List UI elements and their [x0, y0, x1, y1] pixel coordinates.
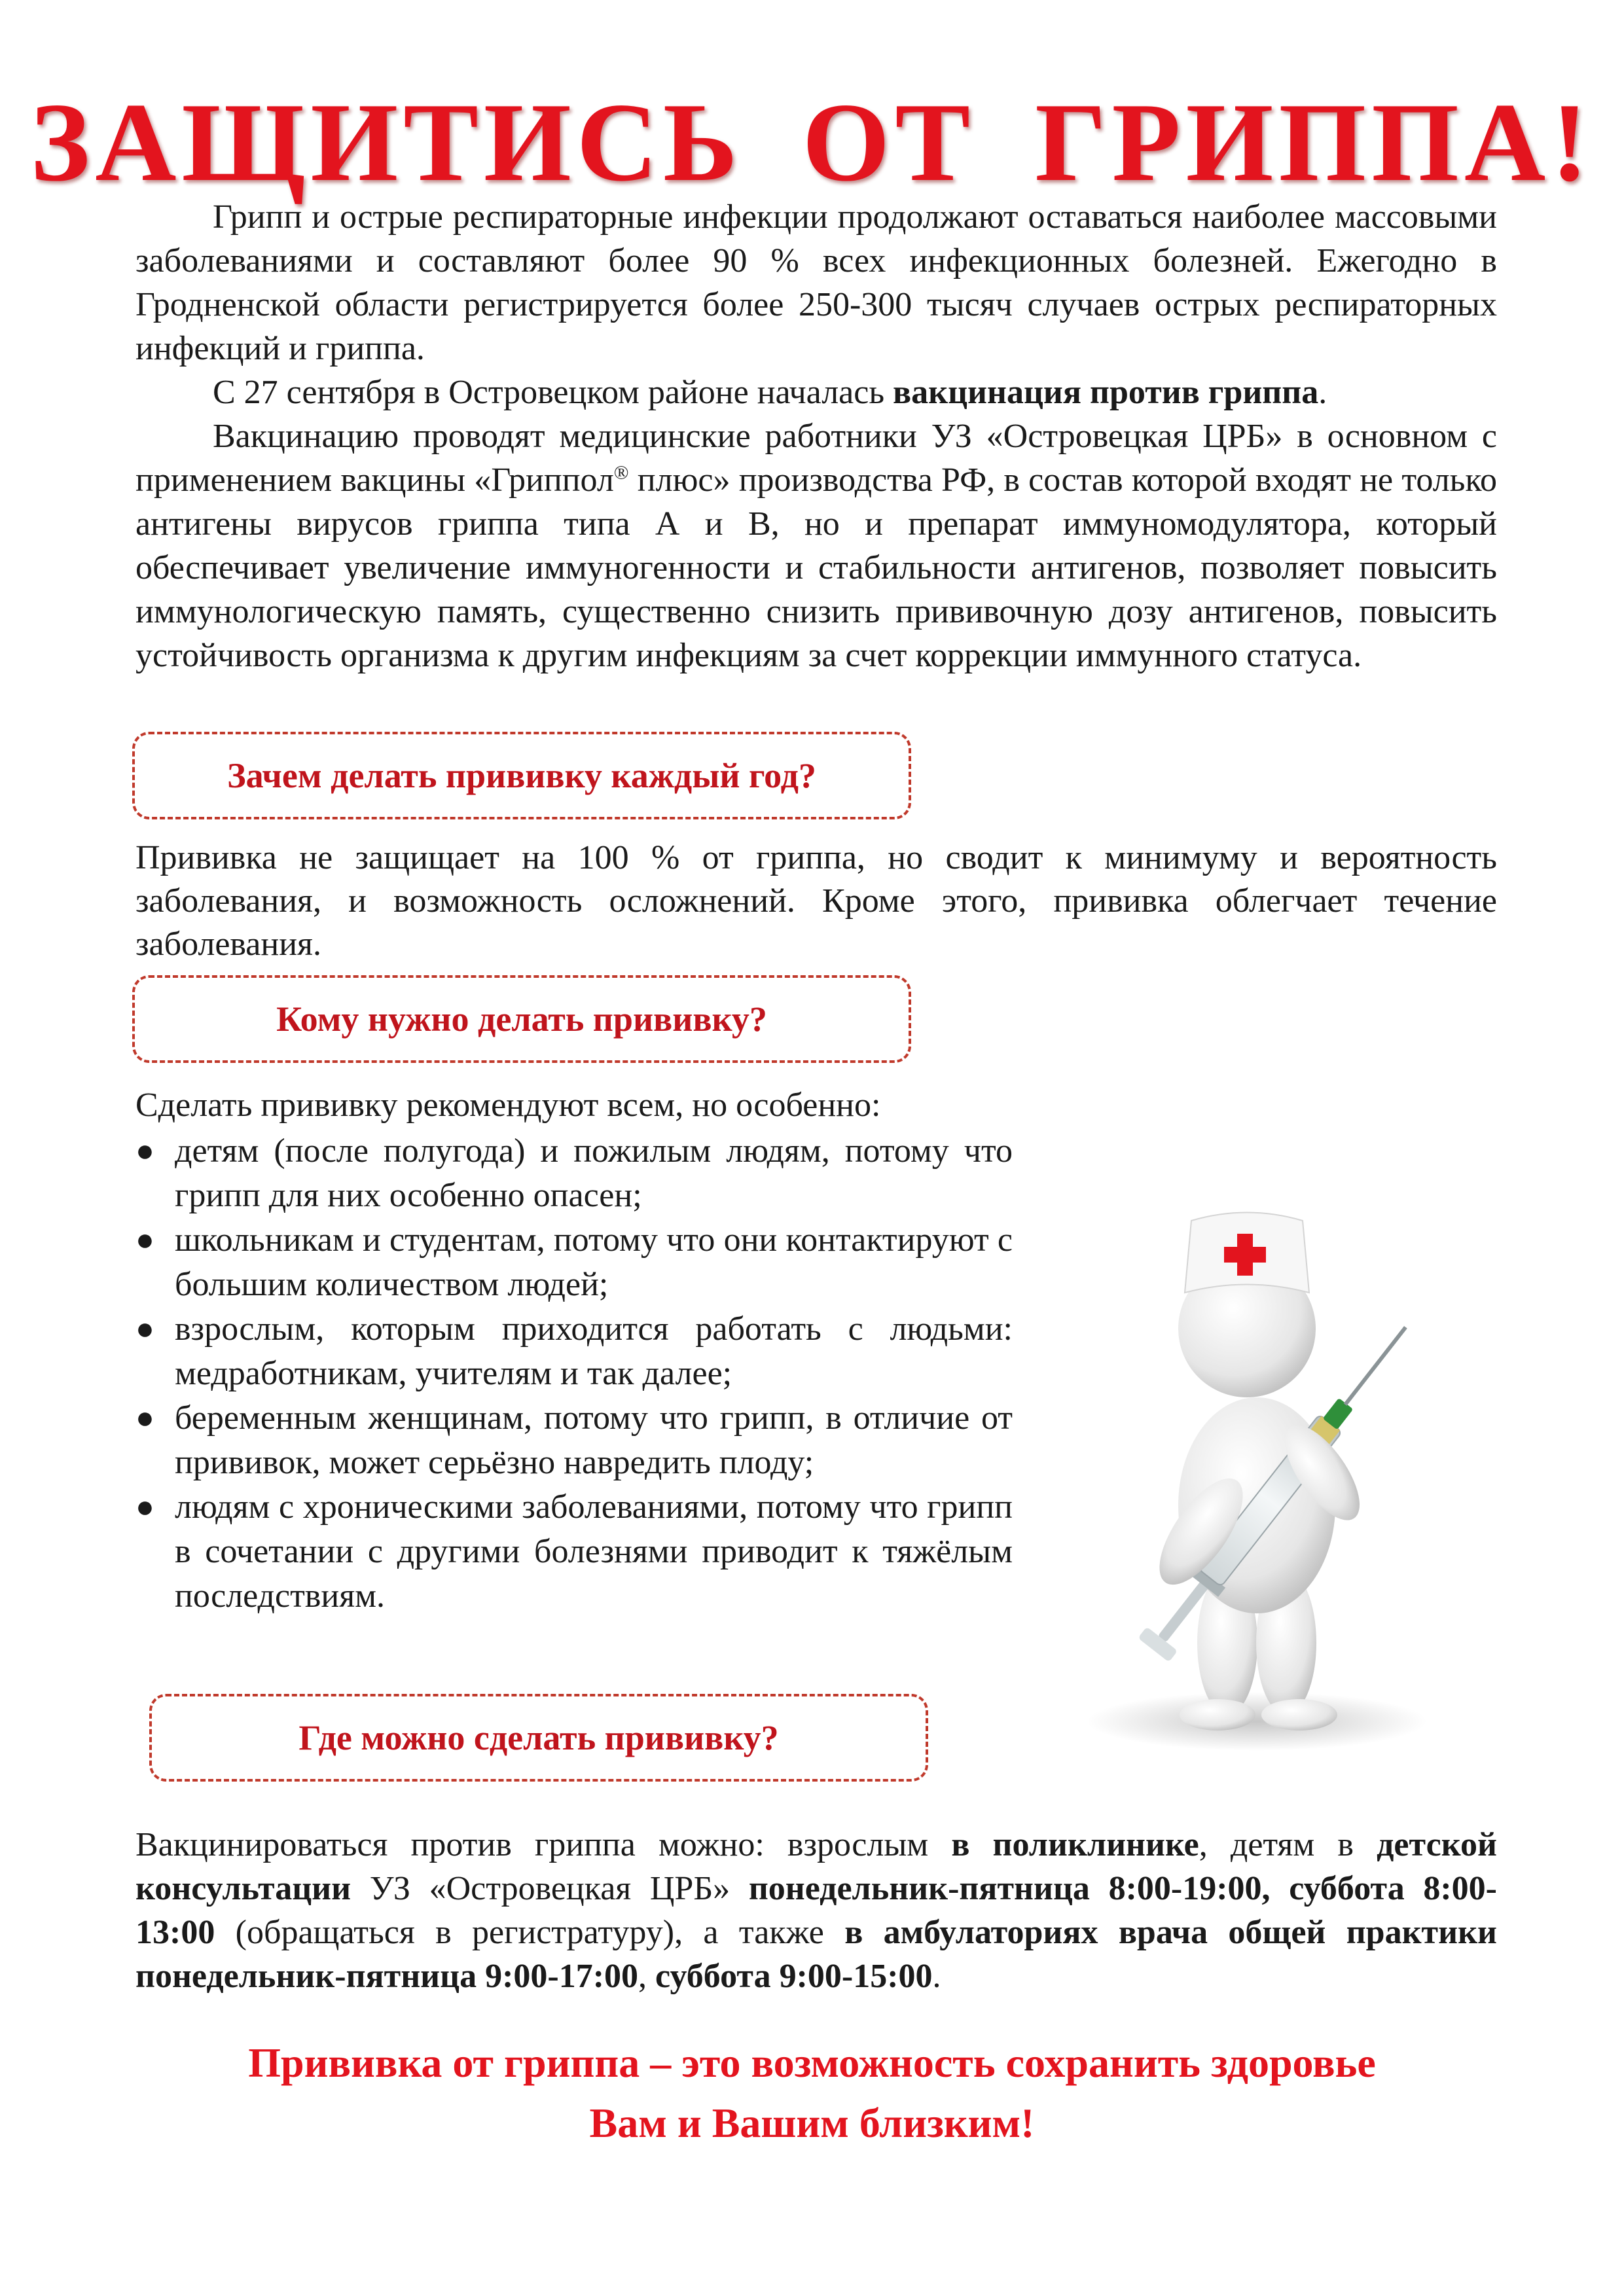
bullet-icon: ● — [135, 1223, 154, 1257]
closing-line-1: Прививка от гриппа – это возможность сохранить здоровье — [248, 2039, 1376, 2086]
who-lead: Сделать прививку рекомендуют всем, но особенно: — [135, 1086, 881, 1124]
list-item-text: школьникам и студентам, потому что они контактируют с большим количеством людей; — [175, 1221, 1013, 1303]
why-paragraph: Прививка не защищает на 100 % от гриппа, но сводит к минимуму и вероятность заболевания, и возможность осложнений. Кроме этого, прививка облегчает течение заболевания. — [135, 839, 1497, 963]
bullet-icon: ● — [135, 1312, 154, 1346]
shadow-shape — [1087, 1692, 1427, 1751]
where-paragraph — [135, 1823, 1497, 1998]
where-text-4: (обращаться в регистратуру), а также — [215, 1914, 845, 1951]
list-item-text: беременным женщинам, потому что грипп, в отличие от прививок, может серьёзно навредить плоду; — [175, 1399, 1013, 1481]
bullet-icon: ● — [135, 1401, 154, 1435]
list-item — [135, 1129, 1013, 1218]
nurse-with-syringe-illustration — [1060, 1165, 1466, 1767]
registered-mark: ® — [613, 461, 629, 484]
who-heading: Кому нужно делать прививку? — [276, 999, 767, 1039]
list-item-text: людям с хроническими заболеваниями, потому что грипп в сочетании с другими болезнями приводит к тяжёлым последствиям. — [175, 1488, 1013, 1615]
where-text-5: , — [638, 1958, 656, 1995]
intro-paragraph-3 — [135, 414, 1497, 677]
bullet-icon: ● — [135, 1134, 154, 1168]
list-item-text: детям (после полугода) и пожилым людям, потому что грипп для них особенно опасен; — [175, 1132, 1013, 1214]
where-bold-5: суббота 9:00-15:00 — [655, 1958, 933, 1995]
intro-paragraph-2-end: . — [1318, 374, 1327, 411]
intro-paragraph-2-text: С 27 сентября в Островецком районе началась — [213, 374, 893, 411]
intro-paragraph-3-text-a: Вакцинацию проводят медицинские работники УЗ «Островецкая ЦРБ» в основном с применением вакцины «Гриппол — [135, 418, 1497, 499]
where-heading-box — [149, 1694, 928, 1782]
where-bold-3: понедельник-пятница 8:00-19:00, суббота 8:00-13:00 — [135, 1870, 1497, 1951]
intro-paragraph-3-text-b: плюс» производства РФ, в состав которой входят не только антигены вирусов гриппа типа А и В, но и препарат иммуномодулятора, который обеспечивает увеличение иммуногенности и стабильности антигенов, позволяет повысить иммунологическую память, существенно снизить прививочную дозу антигенов, повысить устойчивость организма к другим инфекциям за счет коррекции иммунного статуса. — [135, 461, 1497, 674]
left-foot-shape — [1180, 1699, 1255, 1731]
where-bold-2: детской консультации — [135, 1826, 1497, 1907]
closing-line-2: Вам и Вашим близким! — [589, 2100, 1035, 2146]
bullet-icon: ● — [135, 1490, 154, 1524]
list-item — [135, 1396, 1013, 1485]
who-heading-box — [132, 975, 911, 1063]
syringe-needle-shape — [1344, 1326, 1407, 1406]
list-item — [135, 1218, 1013, 1307]
vaccination-highlight: вакцинация против гриппа — [893, 374, 1319, 411]
page-title: ЗАЩИТИСЬ ОТ ГРИППА! — [30, 81, 1594, 205]
list-item — [135, 1307, 1013, 1396]
where-text-2: , детям в — [1199, 1826, 1377, 1863]
list-item-text: взрослым, которым приходится работать с людьми: медработникам, учителям и так далее; — [175, 1310, 1013, 1392]
where-text-3: УЗ «Островецкая ЦРБ» — [351, 1870, 749, 1907]
intro-paragraph-1: Грипп и острые респираторные инфекции продолжают оставаться наиболее массовыми заболеваниями и составляют более 90 % всех инфекционных болезней. Ежегодно в Гродненской области регистрируется более 250-300 тысяч случаев острых респираторных инфекций и гриппа. — [135, 198, 1497, 367]
why-heading-box — [132, 732, 911, 819]
list-item — [135, 1485, 1013, 1619]
intro-paragraph-2 — [135, 370, 1497, 414]
where-heading: Где можно сделать прививку? — [298, 1718, 779, 1757]
red-cross-icon-bar — [1224, 1247, 1266, 1263]
right-foot-shape — [1261, 1699, 1337, 1731]
who-list — [135, 1129, 1013, 1619]
where-bold-4: в амбулаториях врача общей практики понедельник-пятница 9:00-17:00 — [135, 1914, 1497, 1995]
why-heading: Зачем делать прививку каждый год? — [227, 756, 816, 795]
where-bold-1: в поликлинике — [951, 1826, 1199, 1863]
where-text-6: . — [932, 1958, 941, 1995]
where-text-1: Вакцинироваться против гриппа можно: взрослым — [135, 1826, 952, 1863]
